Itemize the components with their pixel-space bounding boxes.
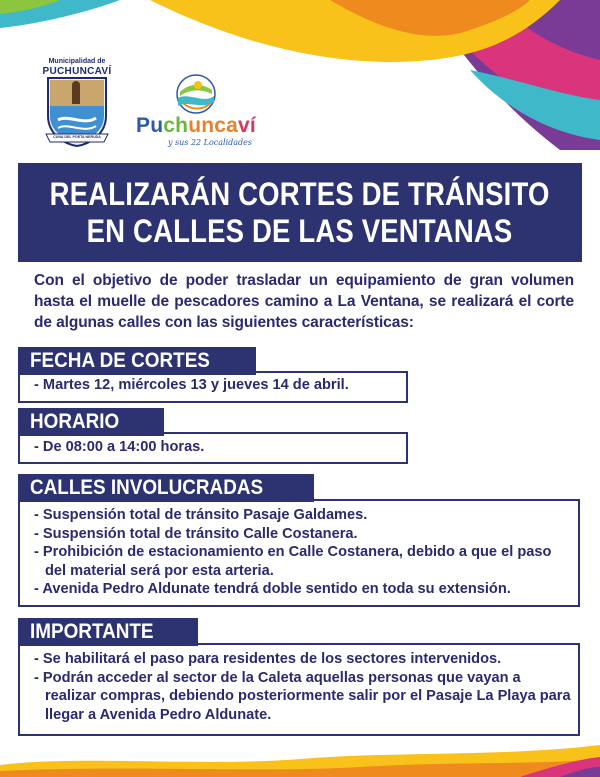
section-heading: [18, 474, 314, 502]
section-fecha-de-cortes: [18, 347, 408, 403]
list-item: - Suspensión total de tránsito Calle Costanera.: [34, 525, 358, 542]
puchuncavi-brand-logo: [128, 74, 264, 146]
section-list: [34, 506, 574, 599]
section-list: [34, 438, 404, 457]
list-item: - Martes 12, miércoles 13 y jueves 14 de abril.: [34, 377, 349, 393]
section-heading-text: CALLES INVOLUCRADAS: [30, 476, 264, 499]
list-item: - Podrán acceder al sector de la Caleta aquellas personas que vayan a realizar compras, debiendo posteriormente salir por el Pasaje La Playa para llegar a Avenida Pedro Aldunate.: [34, 669, 571, 723]
crest-title-line2: PUCHUNCAVÍ: [42, 66, 112, 77]
title-line-2: EN CALLES DE LAS VENTANAS: [87, 212, 513, 249]
list-item: - Se habilitará el paso para residentes de los sectores intervenidos.: [34, 651, 502, 667]
brand-name-part-3: unca: [188, 114, 239, 137]
list-item: - Prohibición de estacionamiento en Calle Costanera, debido a que el paso del material será por esta arteria.: [34, 544, 552, 579]
crest-ribbon-text: CUNA DEL POETA NERUDA: [53, 135, 101, 139]
section-heading: [18, 347, 256, 375]
municipality-crest-logo: [40, 58, 114, 148]
section-heading-text: IMPORTANTE: [30, 620, 154, 643]
brand-emblem-icon: [174, 74, 218, 114]
brand-name-part-4: ví: [238, 114, 256, 137]
section-heading: [18, 618, 198, 646]
crest-title-line1: Municipalidad de: [48, 58, 106, 65]
title-line-1: REALIZARÁN CORTES DE TRÁNSITO: [50, 175, 550, 212]
list-item: - De 08:00 a 14:00 horas.: [34, 439, 205, 455]
section-list: [34, 376, 404, 395]
section-heading: [18, 408, 164, 436]
section-importante: [18, 618, 580, 736]
section-heading-text: HORARIO: [30, 410, 120, 433]
brand-name-part-1: Pu: [136, 114, 164, 137]
crest-title: [40, 58, 114, 77]
list-item: - Avenida Pedro Aldunate tendrá doble sentido en toda su extensión.: [34, 581, 511, 597]
section-calles-involucradas: [18, 474, 580, 607]
section-list: [34, 650, 574, 724]
intro-paragraph: Con el objetivo de poder trasladar un equipamiento de gran volumen hasta el muelle de pescadores camino a La Ventana, se realizará el corte de algunas calles con las siguientes características:: [34, 272, 574, 331]
section-horario: [18, 408, 408, 464]
brand-name: [128, 114, 264, 138]
list-item: - Suspensión total de tránsito Pasaje Galdames.: [34, 507, 368, 523]
section-heading-text: FECHA DE CORTES: [30, 349, 210, 372]
brand-name-part-2: ch: [163, 114, 189, 137]
footer-wave-decoration: [0, 737, 600, 777]
brand-subtitle: y sus 22 Localidades: [167, 138, 253, 147]
title-banner: [18, 163, 582, 262]
